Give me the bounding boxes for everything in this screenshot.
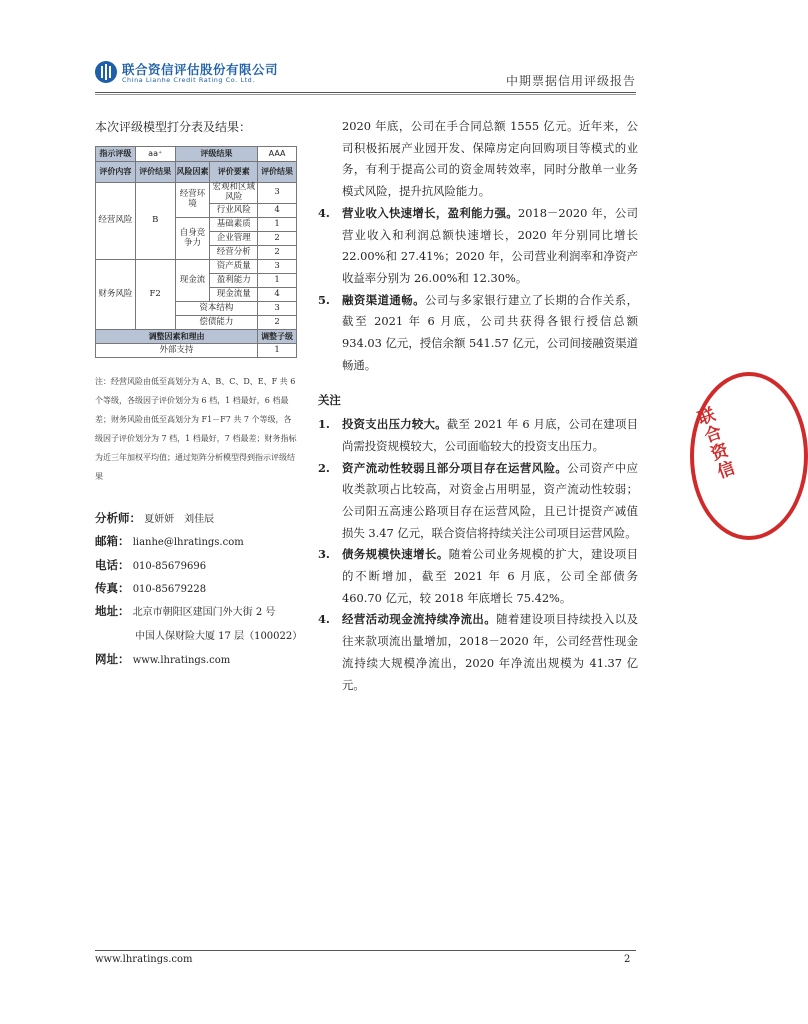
item-number: 4. (318, 205, 330, 220)
rating-score-table (95, 146, 297, 358)
list-item (318, 458, 638, 545)
company-seal-stamp (690, 372, 808, 540)
item-number: 5. (318, 292, 330, 307)
operation-risk-result: B (135, 183, 175, 260)
score-cell: 2 (258, 316, 297, 330)
score-cell: 3 (258, 302, 297, 316)
item-number: 2. (318, 460, 330, 475)
phone-line (95, 557, 206, 573)
company-logo-icon (95, 61, 117, 83)
rating-result-value: AAA (258, 147, 297, 162)
element-cell: 宏观和区域风险 (210, 183, 258, 204)
adjust-factor-header: 调整因素和理由 (96, 330, 258, 344)
score-cell: 2 (258, 232, 297, 246)
phone-value: 010-85679696 (132, 561, 207, 572)
item-text: 截至 2021 年 6 月底，公司在建项目尚需投资规模较大，公司面临较大的投资支出压力。 (342, 417, 638, 453)
score-cell: 1 (258, 274, 297, 288)
element-cell: 盈利能力 (210, 274, 258, 288)
phone-label: 电话： (95, 558, 130, 572)
indicative-rating-label: 指示评级 (96, 147, 136, 162)
header-divider-thin (95, 94, 636, 95)
seal-text: 联合资信 (691, 405, 737, 484)
email-value[interactable]: lianhe@lhratings.com (132, 537, 244, 548)
list-item (318, 203, 638, 290)
table-note: 注：经营风险由低至高划分为 A、B、C、D、E、F 共 6 个等级，各级因子评价划分为 6 档，1 档最好，6 档最差；财务风险由低至高划分为 F1－F7 共 7 个等级，各级因子评价划分为 7 档，1 档最好，7 档最差；财务指标为近三年加权平均值；通过矩阵分析模型得到指示评级结果 (95, 377, 297, 481)
company-name-en: China Lianhe Credit Rating Co. Ltd. (122, 76, 255, 84)
col-header: 评价结果 (135, 162, 175, 183)
element-cell: 经营分析 (210, 246, 258, 260)
item-text: 公司资产中应收类款项占比较高，对资金占用明显，资产流动性较弱；公司阳五高速公路项目存在运营风险，且已计提资产减值损失 3.47 亿元，联合资信将持续关注公司项目运营风险。 (342, 460, 638, 540)
footer-divider (95, 950, 636, 951)
element-cell: 资本结构 (175, 302, 258, 316)
item-lead: 债务规模快速增长。 (342, 547, 449, 562)
company-name-cn: 联合资信评估股份有限公司 (122, 62, 279, 77)
header-divider (95, 92, 636, 93)
email-label: 邮箱： (95, 534, 130, 548)
adjust-factor-cell: 外部支持 (96, 344, 258, 358)
rating-result-label: 评级结果 (175, 147, 258, 162)
item-text: 公司与多家银行建立了长期的合作关系，截至 2021 年 6 月底，公司共获得各银行授信总额 934.03 亿元，授信余额 541.57 亿元，公司间接融资渠道畅通。 (342, 292, 638, 372)
website-value[interactable]: www.lhratings.com (132, 655, 231, 666)
operation-env-label: 经营环境 (175, 183, 210, 218)
element-cell: 偿债能力 (175, 316, 258, 330)
address-value-2: 中国人保财险大厦 17 层（100022） (135, 631, 303, 642)
score-cell: 3 (258, 183, 297, 204)
element-cell: 行业风险 (210, 204, 258, 218)
page-number: 2 (624, 954, 631, 965)
fax-label: 传真： (95, 581, 130, 595)
website-line (95, 651, 230, 667)
element-cell: 资产质量 (210, 260, 258, 274)
cash-flow-label: 现金流 (175, 260, 210, 302)
email-line (95, 533, 244, 549)
financial-risk-result: F2 (135, 260, 175, 330)
address-label: 地址： (95, 604, 130, 618)
col-header: 风险因素 (175, 162, 210, 183)
adjust-level-cell: 1 (258, 344, 297, 358)
score-cell: 4 (258, 204, 297, 218)
element-cell: 现金流量 (210, 288, 258, 302)
analyst-value: 夏妍妍 刘佳辰 (144, 514, 215, 525)
score-table-title: 本次评级模型打分表及结果： (95, 120, 252, 134)
col-header: 评价要素 (210, 162, 258, 183)
col-header: 评价内容 (96, 162, 136, 183)
address-value-1: 北京市朝阳区建国门外大街 2 号 (132, 607, 276, 618)
list-item (318, 290, 638, 377)
adjust-level-header: 调整子级 (258, 330, 297, 344)
fax-value: 010-85679228 (132, 584, 207, 595)
item-lead: 融资渠道通畅。 (342, 292, 426, 307)
address-line (95, 603, 275, 619)
analyst-label: 分析师： (95, 511, 141, 525)
item-lead: 资产流动性较弱且部分项目存在运营风险。 (342, 460, 568, 475)
col-header: 评价结果 (258, 162, 297, 183)
element-cell: 基础素质 (210, 218, 258, 232)
item-number: 4. (318, 612, 330, 627)
fax-line (95, 580, 206, 596)
website-label: 网址： (95, 652, 130, 666)
item-lead: 营业收入快速增长，盈利能力强。 (342, 205, 519, 220)
right-column (318, 116, 638, 696)
item-text: 2018－2020 年，公司营业收入和利润总额快速增长，2020 年分别同比增长 22.00%和 27.41%；2020 年，公司营业利润率和净资产收益率分别为 26.00%和 12.30%。 (342, 205, 638, 285)
operation-risk-label: 经营风险 (96, 183, 136, 260)
item-lead: 经营活动现金流持续净流出。 (342, 612, 497, 627)
report-type-title: 中期票据信用评级报告 (505, 74, 636, 88)
element-cell: 企业管理 (210, 232, 258, 246)
list-item (318, 609, 638, 696)
intro-paragraph: 2020 年底，公司在手合同总额 1555 亿元。近年来，公司积极拓展产业园开发、保障房定向回购项目等模式的业务，有利于提高公司的资金周转效率，同时分散单一业务模式风险，提升抗风险能力。 (342, 119, 638, 199)
analyst-line (95, 510, 214, 526)
item-lead: 投资支出压力较大。 (342, 417, 447, 432)
score-cell: 4 (258, 288, 297, 302)
list-item (318, 544, 638, 609)
item-text: 随着公司业务规模的扩大，建设项目的不断增加，截至 2021 年 6 月底，公司全部债务 460.70 亿元，较 2018 年底增长 75.42%。 (342, 547, 638, 605)
financial-risk-label: 财务风险 (96, 260, 136, 330)
score-cell: 3 (258, 260, 297, 274)
item-number: 3. (318, 547, 330, 562)
item-number: 1. (318, 417, 330, 432)
list-item (318, 414, 638, 457)
footer-website[interactable]: www.lhratings.com (95, 954, 193, 965)
score-cell: 2 (258, 246, 297, 260)
score-cell: 1 (258, 218, 297, 232)
item-text: 随着建设项目持续投入以及往来款项流出量增加，2018－2020 年，公司经营性现金流持续大规模净流出，2020 年净流出规模为 41.37 亿元。 (342, 612, 638, 692)
indicative-rating-value: aa⁺ (135, 147, 175, 162)
section-title-concerns: 关注 (318, 393, 341, 408)
self-competitiveness-label: 自身竞争力 (175, 218, 210, 260)
